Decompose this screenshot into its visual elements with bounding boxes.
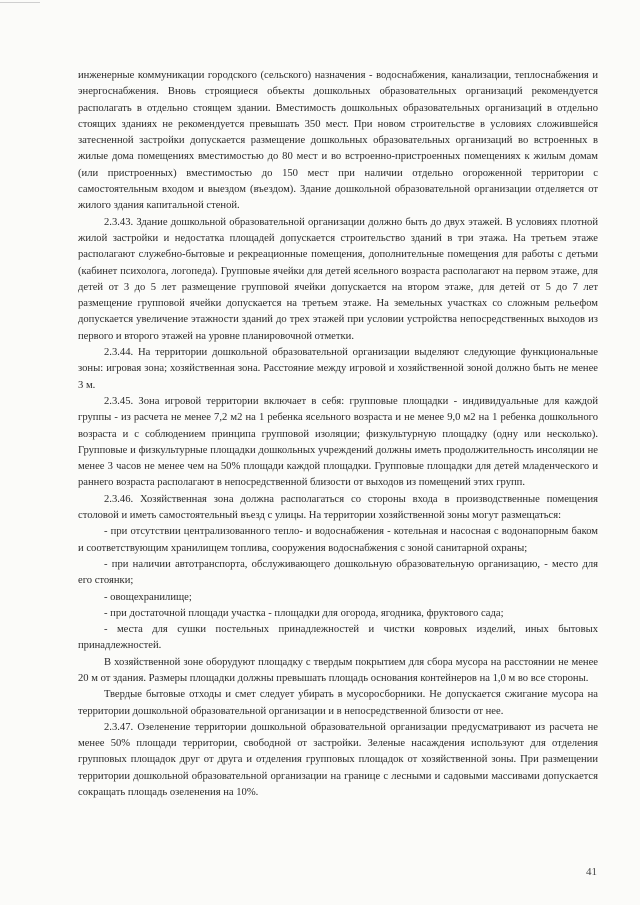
paragraph-2-3-43: 2.3.43. Здание дошкольной образовательной организации должно быть до двух этажей. В условиях плотной жилой застройки и недостатка площадей допускается строительство зданий в три этажа. На третьем этаже располагают служебно-бытовые и рекреационные помещения, дополнительные помещения для работы с детьми (кабинет психолога, логопеда). Групповые ячейки для детей ясельного возраста располагают на первом этаже, для детей от 3 до 5 лет размещение групповой ячейки допускается на втором этаже, для детей от 5 до 7 лет размещение групповой ячейки допускается на третьем этаже. На земельных участках со сложным рельефом допускается увеличение этажности зданий до трех этажей при условии устройства непосредственных выходов из первого и второго этажей на уровне планировочной отметки. — [78, 216, 598, 342]
page-number: 41 — [586, 866, 597, 878]
paragraph-2-3-47: 2.3.47. Озеленение территории дошкольной образовательной организации предусматривают из расчета не менее 50% площади территории, свободной от застройки. Зеленые насаждения используют для отделения групповых площадок друг от друга и отделения групповых площадок от хозяйственной зоны. При размещении территории дошкольной образовательной организации на границе с лесными и садовыми массивами допускается сокращать площадь озеленения на 10%. — [78, 721, 598, 799]
list-item-parking: - при наличии автотранспорта, обслуживающего дошкольную образовательную организацию, - место для его стоянки; — [78, 558, 598, 587]
scan-artifact-line — [0, 2, 40, 3]
paragraph-waste-site: В хозяйственной зоне оборудуют площадку с твердым покрытием для сбора мусора на расстоянии не менее 20 м от здания. Размеры площадки должны превышать площадь основания контейнеров на 1,0 м во все стороны. — [78, 656, 598, 684]
paragraph-continuation: инженерные коммуникации городского (сельского) назначения - водоснабжения, канализации, теплоснабжения и энергоснабжения. Вновь строящиеся объекты дошкольных образовательных организаций рекомендуется располагать в отдельно стоящем здании. Вместимость дошкольных образовательных организаций в отдельно стоящих зданиях не рекомендуется превышать 350 мест. При новом строительстве в условиях сложившейся затесненной застройки допускается размещение дошкольных образовательных организаций во встроенных в жилые дома помещениях вместимостью до 80 мест и во встроенно-пристроенных помещениях к жилым домам (или пристроенных) вместимостью до 150 мест при наличии отдельно огороженной территории с самостоятельным входом и выездом (въездом). Здание дошкольной образовательной организации отделяется от жилого здания капитальной стеной. — [78, 70, 598, 212]
paragraph-2-3-46: 2.3.46. Хозяйственная зона должна располагаться со стороны входа в производственные помещения столовой и иметь самостоятельный въезд с улицы. На территории хозяйственной зоны могут размещаться: — [78, 493, 598, 522]
list-item-vegetable-store: - овощехранилище; — [104, 591, 192, 603]
list-item-boiler: - при отсутствии централизованного тепло- и водоснабжения - котельная и насосная с водонапорным баком и соответствующим хранилищем топлива, сооружения водоснабжения с зоной санитарной охраны; — [78, 526, 598, 554]
document-body — [78, 68, 598, 801]
paragraph-waste-removal: Твердые бытовые отходы и смет следует убирать в мусоросборники. Не допускается сжигание мусора на территории дошкольной образовательной организации и в непосредственной близости от нее. — [78, 689, 598, 717]
paragraph-2-3-44: 2.3.44. На территории дошкольной образовательной организации выделяют следующие функциональные зоны: игровая зона; хозяйственная зона. Расстояние между игровой и хозяйственной зоной должно быть не менее 3 м. — [78, 347, 598, 391]
list-item-drying: - места для сушки постельных принадлежностей и чистки ковровых изделий, иных бытовых принадлежностей. — [78, 624, 598, 652]
paragraph-2-3-45: 2.3.45. Зона игровой территории включает в себя: групповые площадки - индивидуальные для каждой группы - из расчета не менее 7,2 м2 на 1 ребенка ясельного возраста и не менее 9,0 м2 на 1 ребенка дошкольного возраста и с соблюдением принципа групповой изоляции; физкультурную площадку (одну или несколько). Групповые и физкультурные площадки дошкольных учреждений должны иметь продолжительность инсоляции не менее 3 часов не менее чем на 50% площади каждой площадки. Групповые площадки для детей младенческого и раннего возраста располагают в непосредственной близости от выходов из помещений этих групп. — [78, 395, 598, 489]
list-item-garden: - при достаточной площади участка - площадки для огорода, ягодника, фруктового сада; — [104, 607, 504, 619]
